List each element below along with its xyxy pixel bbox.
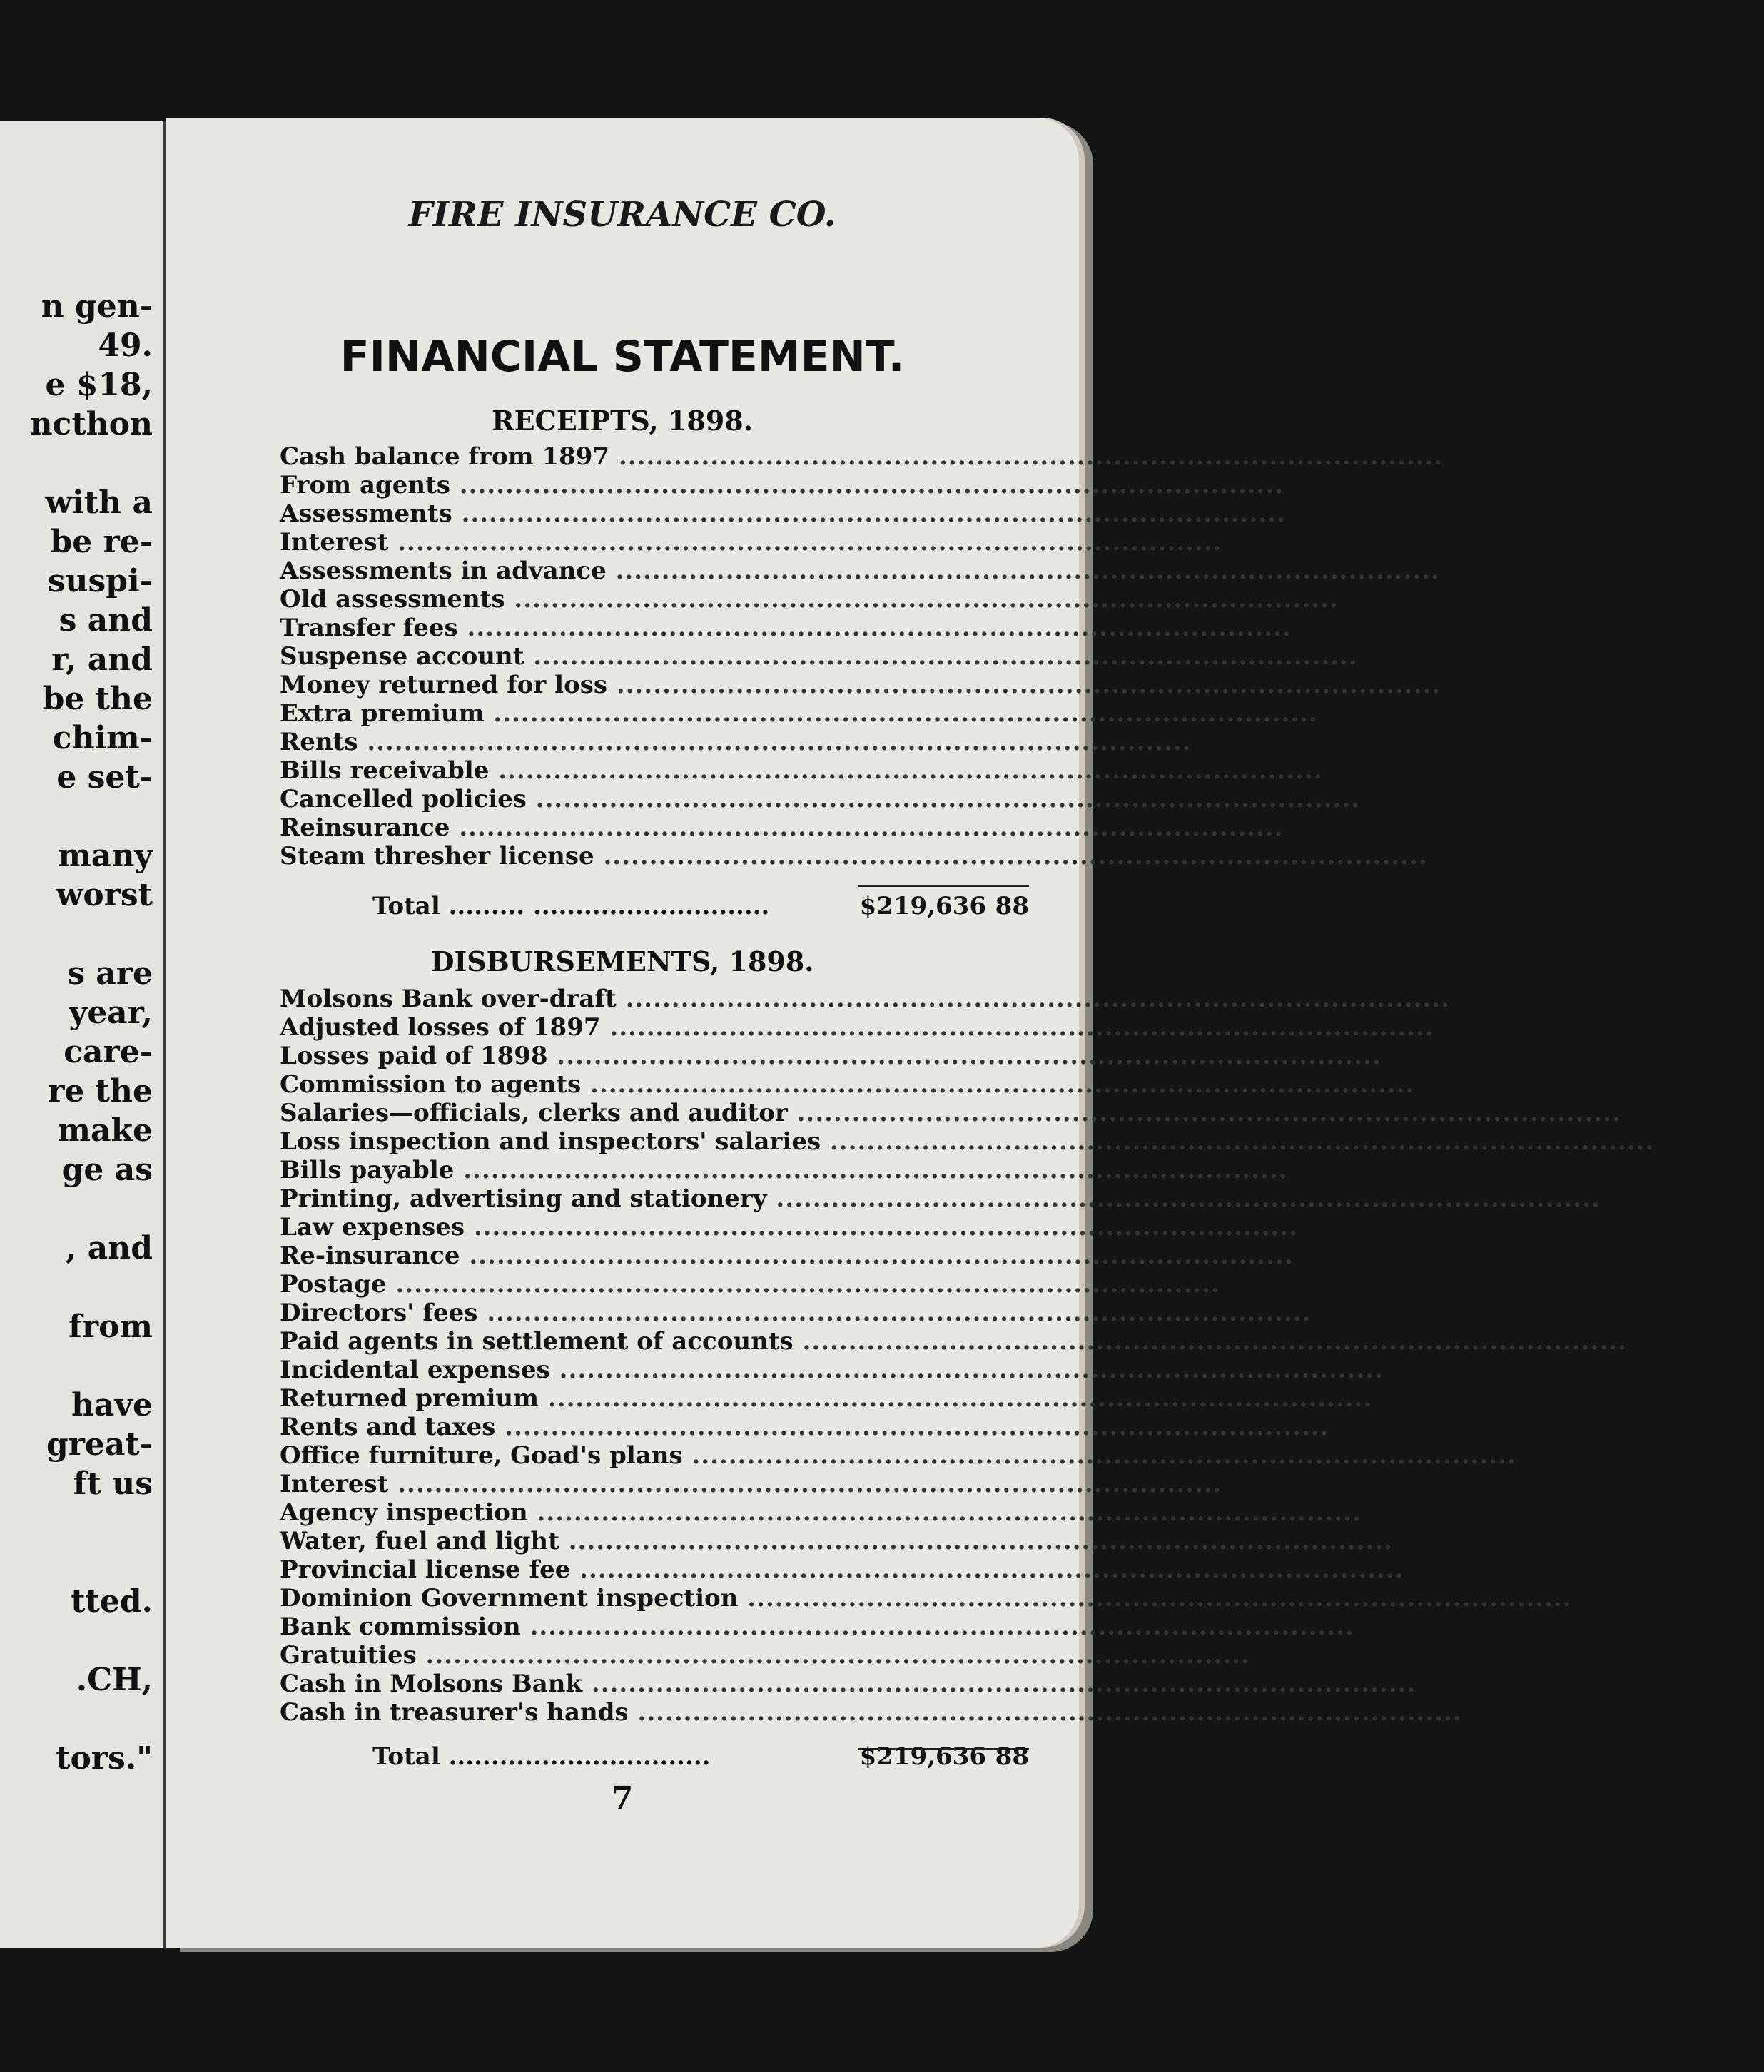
left-page-line: have [71, 1387, 153, 1423]
disbursement-row-amount: 571 [1372, 1384, 1424, 1413]
receipt-row-cents: 67 [1298, 528, 1332, 557]
left-page-line [0, 444, 153, 483]
disbursement-row-amount: 5,122 [1654, 1127, 1730, 1156]
disbursement-row-label: Dominion Government inspection .......................................................................................... [280, 1584, 1572, 1613]
disbursement-row-amount: 1,772 [1311, 1299, 1388, 1327]
disbursement-row [280, 1327, 1737, 1356]
receipt-row-label: Transfer fees .......................................................................................... [280, 614, 1292, 642]
disbursement-row-cents: 00 [1284, 1641, 1318, 1670]
left-page-line: e $18, [45, 367, 153, 403]
receipt-row [280, 585, 1424, 614]
receipt-row-cents: 00 [1317, 813, 1352, 842]
disbursement-row [280, 1184, 1710, 1213]
receipt-row [280, 471, 1428, 499]
receipt-row-label: Assessments .......................................................................................... [280, 499, 1286, 528]
disbursement-row-cents: 00 [1380, 1156, 1414, 1184]
left-page-line: s and [59, 602, 153, 639]
receipt-row-cents: 48 [1490, 557, 1525, 585]
disbursement-row [280, 1213, 1408, 1241]
disbursement-row [280, 1042, 1525, 1070]
receipt-row-label: Reinsurance .......................................................................................... [280, 813, 1284, 842]
disbursement-row-label: Rents and taxes .......................................................................................... [280, 1413, 1329, 1441]
disbursement-row-cents: 79 [1374, 1213, 1408, 1241]
left-page-line: many [58, 838, 153, 874]
disbursement-row [280, 1641, 1318, 1670]
disbursement-row-label: Molsons Bank over-draft .......................................................................................... [280, 985, 1450, 1013]
disbursement-row-label: Office furniture, Goad's plans .......................................................................................... [280, 1441, 1516, 1470]
disbursement-row-cents: 87 [1423, 1384, 1457, 1413]
disbursement-row-amount: 2,350 [1293, 1241, 1370, 1270]
left-page [0, 121, 167, 1948]
disbursement-row-cents: 47 [1296, 1270, 1330, 1299]
disbursement-row-label: Bank commission .......................................................................................... [280, 1613, 1354, 1641]
disbursement-row-amount: 182 [1361, 1498, 1412, 1527]
left-page-line: e set- [56, 759, 153, 796]
disbursement-row-amount: 514 [1516, 1441, 1567, 1470]
receipt-row-cents: 95 [1394, 785, 1428, 813]
disbursement-row-amount: 2,084 [1220, 1270, 1297, 1299]
disbursements-table [280, 985, 1764, 1727]
receipt-row [280, 842, 1479, 870]
left-page-line: great- [46, 1426, 153, 1463]
disbursement-row [280, 1498, 1446, 1527]
disbursement-row-label: Loss inspection and inspectors' salaries .......................................................................................... [280, 1127, 1655, 1156]
receipt-row-amount: 18 [1283, 813, 1317, 842]
disbursement-row-label: Cash in treasurer's hands .......................................................................................... [280, 1698, 1462, 1727]
disbursements-total-amount: $219,636 [859, 1742, 986, 1771]
page-title: FINANCIAL STATEMENT. [340, 332, 905, 382]
disbursement-row-cents: 54 [1444, 1527, 1478, 1555]
disbursement-row-label: Incidental expenses .......................................................................................... [280, 1356, 1384, 1384]
disbursement-row-label: Re-insurance .......................................................................................... [280, 1241, 1294, 1270]
disbursement-row-amount: 35 [1250, 1641, 1284, 1670]
disbursements-total-row [280, 1742, 1029, 1771]
left-page-line [0, 1543, 153, 1582]
disbursement-row-label: Directors' fees .......................................................................................... [280, 1299, 1312, 1327]
disbursement-row [280, 1527, 1478, 1555]
receipt-row-cents: 00 [1242, 728, 1276, 756]
disbursement-row-amount: 121 [1393, 1527, 1444, 1555]
receipt-row-amount: 3,193 [1222, 528, 1298, 557]
left-page-line: , and [66, 1230, 153, 1266]
receipt-row-amount: 114,661 [1284, 471, 1394, 499]
receipt-row [280, 728, 1276, 756]
disbursement-row-amount: 88 [1571, 1584, 1606, 1613]
receipt-row-amount: 378 [1291, 614, 1342, 642]
left-page-line [0, 1700, 153, 1739]
disbursement-row-label: Adjusted losses of 1897 .......................................................................................... [280, 1013, 1434, 1042]
disbursement-row [280, 1413, 1414, 1441]
receipt-row-cents: 95 [1342, 614, 1377, 642]
receipt-row-label: Interest .......................................................................................... [280, 528, 1222, 557]
disbursement-row-cents: 65 [1411, 1498, 1446, 1527]
receipt-row-label: Extra premium .......................................................................................... [280, 699, 1318, 728]
disbursement-row-amount: 542 [1383, 1356, 1434, 1384]
disbursement-row-amount: $2,368 [1449, 985, 1544, 1013]
receipt-row [280, 671, 1526, 699]
disbursement-row-amount: 150 [1404, 1555, 1455, 1584]
disbursement-row-label: Interest .......................................................................................... [280, 1470, 1222, 1498]
disbursement-row-cents: 78 [1272, 1470, 1307, 1498]
receipt-row-label: Suspense account .......................................................................................... [280, 642, 1358, 671]
left-page-line: .CH, [76, 1662, 153, 1698]
receipt-row-cents: 98 [1379, 499, 1413, 528]
receipt-row-amount: 502 [1338, 585, 1389, 614]
disbursement-row [280, 1356, 1469, 1384]
left-page-line: r, and [51, 641, 153, 678]
receipt-row [280, 442, 1545, 471]
receipt-row [280, 528, 1332, 557]
receipt-row-label: Rents .......................................................................................... [280, 728, 1192, 756]
left-page-line: be re- [50, 524, 153, 560]
receipt-row-amount: 98,756 [1285, 499, 1379, 528]
receipt-row-label: Cash balance from 1897 .......................................................................................... [280, 442, 1444, 471]
running-header: FIRE INSURANCE CO. [408, 195, 836, 235]
disbursement-row-cents: 75 [1703, 1327, 1737, 1356]
left-page-line: year, [69, 995, 153, 1031]
disbursement-row [280, 1584, 1640, 1613]
left-page-line: suspi- [47, 563, 153, 599]
receipts-total-row [280, 892, 1029, 920]
disbursement-row-amount: 30,371 [1414, 1070, 1508, 1099]
left-page-line: tted. [71, 1583, 153, 1620]
receipt-row [280, 785, 1428, 813]
left-page-line: worst [56, 877, 153, 913]
disbursement-row-cents: 80 [1388, 1613, 1422, 1641]
receipt-row-amount: 512 [1439, 557, 1491, 585]
disbursement-row [280, 1698, 1547, 1727]
disbursement-row-amount: 5,924 [1434, 1013, 1511, 1042]
receipt-row-amount: 150 [1322, 756, 1374, 785]
receipt-row [280, 813, 1352, 842]
receipt-row-cents: 00 [1491, 671, 1526, 699]
disbursement-row-cents: 60 [1510, 1013, 1544, 1042]
receipts-total-amount: $219,636 [859, 892, 986, 920]
left-page-line: from [68, 1309, 153, 1345]
disbursement-row-amount: 113,867 [1381, 1042, 1491, 1070]
disbursement-row-amount: 573 [1329, 1413, 1380, 1441]
left-page-line [0, 1189, 153, 1229]
receipt-row-amount: 35 [1360, 785, 1394, 813]
receipt-row-cents: 00 [1444, 842, 1479, 870]
left-page-line: ncthon [29, 406, 153, 442]
disbursement-row [280, 1613, 1422, 1641]
left-page-line: be the [42, 681, 153, 717]
disbursement-row-label: Gratuities .......................................................................................... [280, 1641, 1250, 1670]
disbursement-row [280, 1384, 1457, 1413]
disbursement-row-cents: 84 [1730, 1127, 1764, 1156]
receipt-row-dollar: $ [1443, 442, 1460, 471]
disbursement-row-label: Water, fuel and light .......................................................................................... [280, 1527, 1394, 1555]
right-page [166, 118, 1764, 1948]
disbursement-row-cents: 86 [1676, 1184, 1710, 1213]
disbursement-row-label: Printing, advertising and stationery .......................................................................................... [280, 1184, 1601, 1213]
disbursement-row-label: Losses paid of 1898 .......................................................................................... [280, 1042, 1382, 1070]
receipt-row-cents: 00 [1373, 756, 1407, 785]
receipt-row-label: Steam thresher license .......................................................................................... [280, 842, 1428, 870]
receipt-row [280, 557, 1525, 585]
disbursements-total-label: Total ............................... [372, 1742, 711, 1771]
left-page-line [0, 1346, 153, 1386]
left-page-line: ft us [73, 1466, 153, 1502]
receipt-row-amount: 243 [1191, 728, 1242, 756]
receipt-row-amount: 330 [1357, 642, 1409, 671]
receipt-row-cents: 28 [1393, 471, 1428, 499]
disbursement-row [280, 1127, 1764, 1156]
left-page-line [0, 797, 153, 836]
disbursement-row [280, 985, 1577, 1013]
left-page-line: chim- [52, 720, 153, 756]
disbursement-row-amount: 20,000 [1287, 1156, 1381, 1184]
left-page-line: tors." [56, 1740, 153, 1777]
disbursement-row-cents: 66 [1512, 1698, 1547, 1727]
disbursement-row [280, 1299, 1421, 1327]
disbursement-row-label: Law expenses .......................................................................................... [280, 1213, 1299, 1241]
disbursement-row-amount: 2,384 [1298, 1213, 1374, 1241]
receipt-row-amount: 1 [1427, 842, 1445, 870]
disbursement-row-cents: 60 [1566, 1441, 1601, 1470]
disbursement-row [280, 1670, 1543, 1698]
disbursement-row-amount: 2,067 [1600, 1184, 1677, 1213]
disbursement-row-cents: 71 [1507, 1070, 1541, 1099]
left-page-line: ge as [61, 1152, 153, 1188]
disbursement-row-cents: 00 [1454, 1555, 1489, 1584]
disbursement-row-label: Agency inspection .......................................................................................... [280, 1498, 1362, 1527]
receipts-table [280, 442, 1545, 870]
receipt-row-amount: 268 [1317, 699, 1369, 728]
disbursement-row [280, 1555, 1489, 1584]
disbursement-row-cents: 27 [1434, 1356, 1469, 1384]
disbursement-row-amount: 14,785 [1416, 1670, 1509, 1698]
left-page-line: s are [67, 955, 153, 992]
disbursement-row-cents: 57 [1491, 1042, 1525, 1070]
receipt-row-label: Assessments in advance .......................................................................................... [280, 557, 1440, 585]
left-page-line: re the [48, 1073, 153, 1109]
disbursement-row [280, 1070, 1541, 1099]
receipt-row [280, 499, 1413, 528]
receipt-row-amount: 287 [1441, 671, 1492, 699]
receipts-heading: RECEIPTS, 1898. [492, 405, 753, 437]
receipt-row-cents: 32 [1368, 699, 1403, 728]
disbursements-heading: DISBURSEMENTS, 1898. [430, 945, 814, 977]
left-page-line [0, 1503, 153, 1543]
left-page-line: make [57, 1112, 153, 1149]
disbursement-row [280, 1270, 1330, 1299]
receipts-total-cents: 88 [995, 892, 1029, 920]
disbursement-row-label: Provincial license fee .......................................................................................... [280, 1555, 1404, 1584]
left-page-line [0, 915, 153, 954]
receipt-row [280, 699, 1403, 728]
disbursement-row-label: Returned premium .......................................................................................... [280, 1384, 1373, 1413]
left-page-line [0, 1621, 153, 1660]
disbursement-row-cents: 12 [1379, 1413, 1414, 1441]
receipt-row-label: Cancelled policies .......................................................................................... [280, 785, 1361, 813]
disbursement-row [280, 1013, 1544, 1042]
disbursement-row-label: Paid agents in settlement of accounts .......................................................................................... [280, 1327, 1627, 1356]
disbursement-row-amount: 1,511 [1626, 1327, 1703, 1356]
disbursement-row [280, 1099, 1748, 1127]
disbursement-row-cents: 83 [1714, 1099, 1748, 1127]
disbursement-row-amount: 91 [1354, 1613, 1389, 1641]
receipt-row-label: From agents .......................................................................................... [280, 471, 1284, 499]
disbursement-row-label: Bills payable .......................................................................................... [280, 1156, 1288, 1184]
left-page-line: with a [45, 484, 153, 521]
receipt-row-cents: 46 [1510, 442, 1545, 471]
left-page-line [0, 1268, 153, 1307]
receipt-row-cents: 79 [1389, 585, 1424, 614]
receipt-row-label: Bills receivable .......................................................................................... [280, 756, 1323, 785]
receipts-total-label: Total ......... ............................ [372, 892, 770, 920]
receipt-row [280, 614, 1377, 642]
disbursement-row-label: Postage .......................................................................................... [280, 1270, 1220, 1299]
receipt-row-cents: 00 [1408, 642, 1442, 671]
receipt-row-amount: 297 [1459, 442, 1511, 471]
disbursement-row-amount: 955 [1461, 1698, 1513, 1727]
receipt-row-label: Money returned for loss .......................................................................................... [280, 671, 1441, 699]
disbursement-row-label: Cash in Molsons Bank .......................................................................................... [280, 1670, 1416, 1698]
page-number: 7 [611, 1780, 634, 1817]
disbursement-row [280, 1470, 1307, 1498]
receipt-row [280, 642, 1442, 671]
left-page-line: 49. [98, 327, 153, 364]
disbursement-row-cents: 69 [1543, 985, 1577, 1013]
disbursement-row-cents: 36 [1509, 1670, 1543, 1698]
left-page-text [0, 287, 153, 1778]
disbursements-total-cents: 88 [995, 1742, 1029, 1771]
disbursement-row-amount: 471 [1222, 1470, 1273, 1498]
receipt-row [280, 756, 1407, 785]
disbursement-row-cents: 35 [1387, 1299, 1421, 1327]
disbursement-row-label: Salaries—officials, clerks and auditor .......................................................................................... [280, 1099, 1621, 1127]
disbursement-row-amount: 10,725 [1621, 1099, 1715, 1127]
disbursement-row [280, 1156, 1414, 1184]
disbursement-row-cents: 38 [1605, 1584, 1640, 1613]
disbursement-row-label: Commission to agents .......................................................................................... [280, 1070, 1415, 1099]
receipts-total-rule [858, 885, 1029, 887]
left-page-line: care- [64, 1034, 153, 1070]
receipt-row-label: Old assessments .......................................................................................... [280, 585, 1339, 614]
left-page-line: n gen- [41, 288, 153, 325]
disbursement-row-cents: 39 [1369, 1241, 1404, 1270]
disbursement-row [280, 1241, 1404, 1270]
disbursement-row [280, 1441, 1601, 1470]
